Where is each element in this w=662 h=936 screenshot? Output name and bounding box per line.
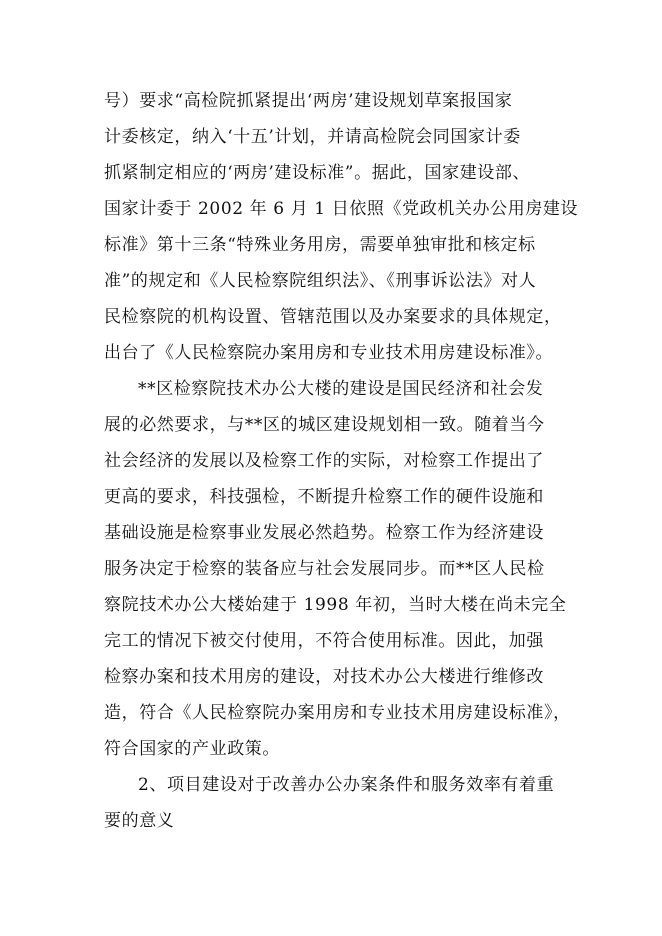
- text-line: 出台了《人民检察院办案用房和专业技术用房建设标准》。: [104, 343, 554, 363]
- text-line: 计委核定，纳入‘十五’计划，并请高检院会同国家计委: [104, 127, 521, 147]
- text-line: 造，符合《人民检察院办案用房和专业技术用房建设标准》，: [104, 703, 571, 723]
- paragraph-first-line: **区检察院技术办公大楼的建设是国民经济和社会发: [138, 379, 544, 399]
- text-line: 更高的要求，科技强检，不断提升检察工作的硬件设施和: [104, 487, 544, 507]
- text-line: 服务决定于检察的装备应与社会发展同步。而**区人民检: [104, 559, 545, 579]
- text-line: 标准》第十三条“特殊业务用房，需要单独审批和核定标: [104, 235, 536, 255]
- text-line: 检察办案和技术用房的建设，对技术办公大楼进行维修改: [104, 667, 544, 687]
- text-line: 民检察院的机构设置、管辖范围以及办案要求的具体规定，: [104, 307, 562, 327]
- text-line: 察院技术办公大楼始建于 1998 年初，当时大楼在尚未完全: [104, 595, 567, 615]
- text-line: 社会经济的发展以及检察工作的实际，对检察工作提出了: [104, 451, 544, 471]
- text-line: 准”的规定和《人民检察院组织法》、《刑事诉讼法》对人: [104, 271, 537, 291]
- text-line: 展的必然要求，与**区的城区建设规划相一致。随着当今: [104, 415, 545, 435]
- text-line: 符合国家的产业政策。: [104, 739, 280, 759]
- section-heading: 2、项目建设对于改善办公办案条件和服务效率有着重: [138, 775, 555, 795]
- text-line: 号）要求“高检院抓紧提出‘两房’建设规划草案报国家: [104, 91, 513, 111]
- section-heading-continued: 要的意义: [104, 811, 175, 831]
- text-line: 基础设施是检察事业发展必然趋势。检察工作为经济建设: [104, 523, 544, 543]
- text-line: 抓紧制定相应的‘两房’建设标准”。据此，国家建设部、: [104, 163, 531, 183]
- text-line: 完工的情况下被交付使用，不符合使用标准。因此，加强: [104, 631, 544, 651]
- text-line: 国家计委于 2002 年 6 月 1 日依照《党政机关办公用房建设: [104, 199, 579, 219]
